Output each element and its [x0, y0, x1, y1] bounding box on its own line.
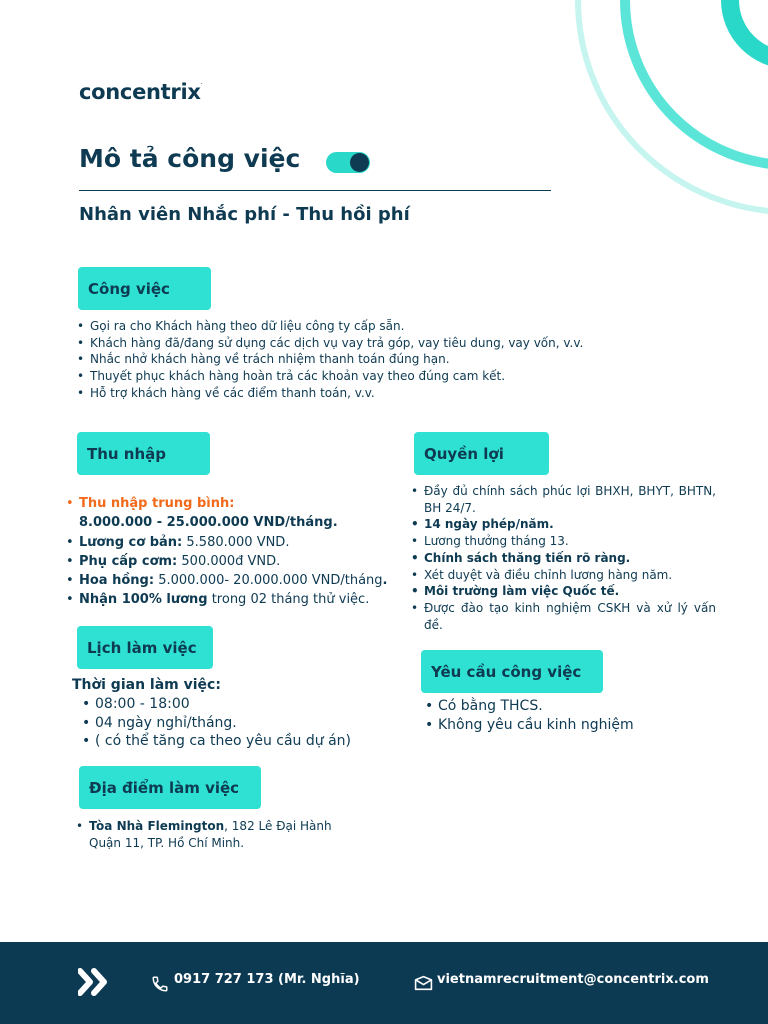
list-item: • Lương thưởng tháng 13.	[411, 533, 716, 550]
list-item: • Môi trường làm việc Quốc tế.	[411, 583, 716, 600]
avg-income-label: Thu nhập trung bình:	[79, 496, 235, 511]
concentrix-logo: concentrix·	[79, 80, 203, 104]
job-title: Nhân viên Nhắc phí - Thu hồi phí	[79, 204, 410, 225]
probation-value: trong 02 tháng thử việc.	[207, 592, 370, 608]
meal-allowance-value: 500.000đ VND.	[177, 553, 281, 569]
footer-bar	[0, 942, 768, 1024]
list-item	[76, 818, 366, 851]
email-link[interactable]: vietnamrecruitment@concentrix.com	[437, 972, 709, 987]
avg-income-value: 8.000.000 - 25.000.000 VND/tháng.	[79, 515, 338, 531]
requirements-section-tag: Yêu cầu công việc	[421, 650, 603, 693]
list-item: • Không yêu cầu kinh nghiệm	[425, 716, 725, 735]
list-item	[66, 513, 406, 532]
double-chevron-icon	[78, 968, 110, 996]
phone-link[interactable]: 0917 727 173 (Mr. Nghĩa)	[174, 972, 360, 987]
list-item	[66, 494, 406, 513]
schedule-heading: Thời gian làm việc:	[72, 677, 221, 693]
list-item: • Được đào tạo kinh nghiệm CSKH và xử lý vấn đề.	[411, 600, 716, 633]
toggle-decoration	[326, 152, 370, 173]
title-divider	[79, 190, 551, 191]
location-list	[76, 818, 366, 851]
schedule-section-tag: Lịch làm việc	[77, 626, 213, 669]
page-title: Mô tả công việc	[79, 144, 301, 173]
list-item	[66, 552, 406, 571]
probation-label: Nhận 100% lương	[79, 592, 208, 608]
list-item: • Gọi ra cho Khách hàng theo dữ liệu công ty cấp sẵn.	[77, 318, 637, 335]
list-item: • 14 ngày phép/năm.	[411, 516, 716, 533]
list-item	[66, 571, 406, 590]
commission-value: 5.000.000- 20.000.000 VND/tháng	[154, 573, 383, 589]
meal-allowance-label: Phụ cấp cơm:	[79, 553, 178, 569]
list-item: • Hỗ trợ khách hàng về các điểm thanh toán, v.v.	[77, 385, 637, 402]
list-item: • 04 ngày nghỉ/tháng.	[82, 714, 402, 733]
benefits-section-tag: Quyền lợi	[414, 432, 549, 475]
benefits-list	[411, 483, 716, 633]
building-name: Tòa Nhà Flemington	[89, 819, 225, 833]
location-section-tag: Địa điểm làm việc	[79, 766, 261, 809]
list-item: • Khách hàng đã/đang sử dụng các dịch vụ vay trả góp, vay tiêu dung, vay vốn, v.v.	[77, 335, 637, 352]
mail-icon	[414, 975, 433, 991]
list-item: • Chính sách thăng tiến rõ ràng.	[411, 550, 716, 567]
work-list	[77, 318, 637, 402]
list-item	[66, 590, 406, 609]
list-item: • Đầy đủ chính sách phúc lợi BHXH, BHYT, BHTN, BH 24/7.	[411, 483, 716, 516]
list-item	[66, 533, 406, 552]
base-salary-value: 5.580.000 VND.	[182, 534, 290, 550]
address-text: , 182 Lê Đại Hành Quận 11, TP. Hồ Chí Minh.	[89, 819, 332, 850]
list-item: • Nhắc nhở khách hàng về trách nhiệm thanh toán đúng hạn.	[77, 351, 637, 368]
income-section-tag: Thu nhập	[77, 432, 210, 475]
list-item: • 08:00 - 18:00	[82, 695, 402, 714]
requirements-list	[425, 697, 725, 734]
work-section-tag: Công việc	[78, 267, 211, 310]
base-salary-label: Lương cơ bản:	[79, 534, 183, 550]
list-item: • Xét duyệt và điều chỉnh lương hàng năm.	[411, 567, 716, 584]
schedule-list	[82, 695, 402, 751]
toggle-knob	[350, 153, 369, 172]
list-item: • Thuyết phục khách hàng hoàn trả các khoản vay theo đúng cam kết.	[77, 368, 637, 385]
commission-label: Hoa hồng:	[79, 573, 155, 589]
income-list	[66, 494, 406, 610]
commission-end: .	[382, 573, 388, 589]
list-item: • Có bằng THCS.	[425, 697, 725, 716]
phone-icon	[151, 975, 169, 993]
list-item: • ( có thể tăng ca theo yêu cầu dự án)	[82, 732, 402, 751]
